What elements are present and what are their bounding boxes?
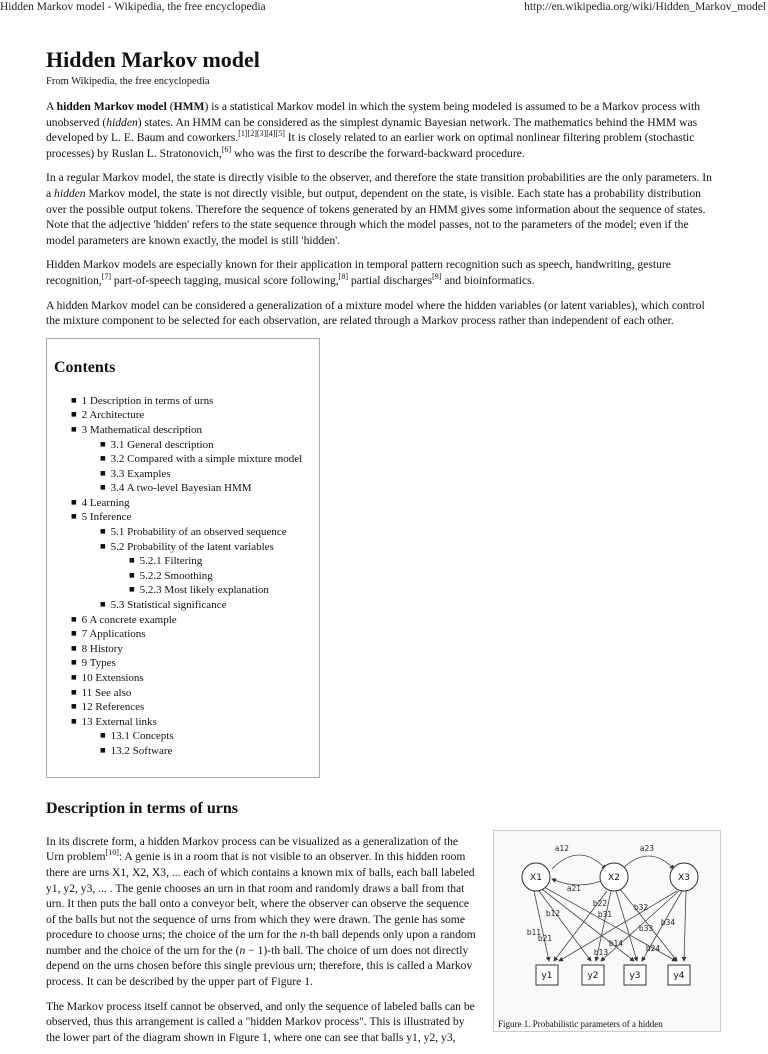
toc-item[interactable]: ■ 4 Learning (71, 496, 302, 511)
toc-item[interactable]: ■ 3.1 General description (100, 438, 302, 453)
edge-a12 (552, 855, 606, 869)
edge-label: a21 (566, 883, 582, 893)
state-label: X1 (530, 872, 542, 883)
toc-item[interactable]: ■ 2 Architecture (71, 408, 302, 423)
toc-list (71, 394, 302, 759)
toc-item[interactable]: ■ 9 Types (71, 656, 302, 671)
article-body (46, 46, 716, 1054)
citation[interactable]: [7] (101, 272, 112, 282)
edge-label: b22 (592, 898, 608, 908)
toc-item[interactable]: ■ 13.1 Concepts (100, 729, 302, 744)
toc-item[interactable]: ■ 13 External links (71, 715, 302, 730)
state-label: X3 (678, 872, 690, 883)
state-label: X2 (608, 872, 620, 883)
edge-label: b21 (537, 933, 553, 943)
edge-label: b11 (526, 927, 542, 937)
toc-item[interactable]: ■ 5.2 Probability of the latent variables (100, 540, 302, 555)
toc-item[interactable]: ■ 5.2.2 Smoothing (129, 569, 302, 584)
page-subtitle: From Wikipedia, the free encyclopedia (46, 76, 210, 87)
toc-item[interactable]: ■ 5 Inference (71, 510, 302, 525)
toc-sublist (100, 729, 302, 758)
obs-label: y2 (587, 970, 599, 981)
intro-paragraph-3: Hidden Markov models are especially known for their application in temporal pattern recognition such as speech, handwriting, gesture recognition,[7] part-of-speech tagging, musical score following,[8] partial discharges[9] and bioinformatics. (46, 258, 671, 287)
citation[interactable]: [8] (338, 272, 348, 282)
toc-item[interactable]: ■ 7 Applications (71, 627, 302, 642)
browser-url[interactable]: http://en.wikipedia.org/wiki/Hidden_Markov_model (524, 1, 766, 13)
toc-item[interactable]: ■ 1 Description in terms of urns (71, 394, 302, 409)
edge-label: b34 (660, 917, 676, 927)
edge-label: b33 (638, 923, 654, 933)
toc-sublist (100, 438, 302, 496)
toc-item[interactable]: ■ 5.2.3 Most likely explanation (129, 583, 302, 598)
toc-item[interactable]: ■ 12 References (71, 700, 302, 715)
toc-title: Contents (54, 358, 116, 376)
obs-label: y1 (541, 970, 553, 981)
edge-label: b14 (608, 938, 624, 948)
intro-paragraph-2: In a regular Markov model, the state is directly visible to the observer, and therefore the state transition probabilities are the only parameters. In a hidden Markov model, the state is not directly visible, but output, dependent on the state, is visible. Each state has a probability distribution over the possible output tokens. Therefore the sequence of tokens generated by an HMM gives some information about the sequence of states. Note that the adjective 'hidden' refers to the state sequence through which the model passes, not to the parameters of the model; even if the model parameters are known exactly, the model is still 'hidden'. (46, 171, 712, 247)
toc-item[interactable]: ■ 5.3 Statistical significance (100, 598, 302, 613)
intro-section (46, 99, 716, 329)
edge-label: b31 (597, 909, 613, 919)
urns-paragraph-2: The Markov process itself cannot be observed, and only the sequence of labeled balls can be observed, thus this arrangement is called a "hidden Markov process". This is illustrated by the lower part of the diagram shown in Figure 1, where one can see that balls y1, y2, y3, (46, 999, 475, 1044)
toc-item[interactable]: ■ 3.2 Compared with a simple mixture model (100, 452, 302, 467)
edge-label: a12 (554, 843, 570, 853)
edge-label: b13 (593, 947, 609, 957)
toc-item[interactable]: ■ 8 History (71, 642, 302, 657)
toc-item[interactable]: ■ 13.2 Software (100, 744, 302, 759)
toc-sublist (100, 525, 302, 613)
intro-paragraph-4: A hidden Markov model can be considered a generalization of a mixture model where the hidden variables (or latent variables), which control the mixture component to be selected for each observation, are related through a Markov process rather than independent of each other. (46, 298, 705, 328)
toc-item[interactable]: ■ 3.3 Examples (100, 467, 302, 482)
toc-item[interactable]: ■ 3 Mathematical description (71, 423, 302, 438)
obs-label: y3 (629, 970, 641, 981)
table-of-contents (46, 338, 320, 778)
toc-item[interactable]: ■ 10 Extensions (71, 671, 302, 686)
edge-label: b24 (645, 943, 661, 953)
urns-paragraph-1: In its discrete form, a hidden Markov process can be visualized as a generalization of the Urn problem[10]: A genie is in a room that is not visible to an observer. In this hidden room there are urns X1, X2, X3, ... each of which contains a known mix of balls, each ball labeled y1, y2, y3, ... . The genie chooses an urn in that room and randomly draws a ball from that urn. It then puts the ball onto a conveyor belt, where the observer can observe the sequence of the balls but not the sequence of urns from which they were drawn. The genie has some procedure to choose urns; the choice of the urn for the n-th ball depends only upon a random number and the choice of the urn for the (n − 1)-th ball. The choice of urn does not directly depend on the urns chosen before this single previous urn; therefore, this is called a Markov process. It can be described by the upper part of Figure 1. (46, 834, 476, 989)
figure-caption: Figure 1. Probabilistic parameters of a hidden (498, 1018, 663, 1029)
citation[interactable]: [6] (221, 144, 232, 154)
toc-item[interactable]: ■ 5.2.1 Filtering (129, 554, 302, 569)
toc-item[interactable]: ■ 6 A concrete example (71, 613, 302, 628)
intro-paragraph-1: A hidden Markov model (HMM) is a statistical Markov model in which the system being modeled is assumed to be a Markov process with unobserved (hidden) states. An HMM can be considered as the simplest dynamic Bayesian network. The mathematics behind the HMM was developed by L. E. Baum and coworkers.[1][2][3][4][5] It is closely related to an earlier work on optimal nonlinear filtering problem (stochastic processes) by Ruslan L. Stratonovich,[6] who was the first to describe the forward-backward procedure. (46, 100, 701, 160)
citation[interactable]: [10] (105, 848, 119, 858)
urns-section (46, 834, 716, 1046)
toc-item[interactable]: ■ 5.1 Probability of an observed sequence (100, 525, 302, 540)
obs-label: y4 (673, 970, 685, 981)
edge-label: a23 (639, 843, 655, 853)
toc-item[interactable]: ■ 11 See also (71, 686, 302, 701)
browser-page-title: Hidden Markov model - Wikipedia, the free encyclopedia (0, 1, 266, 13)
page-title: Hidden Markov model (46, 47, 260, 72)
hmm-diagram (494, 831, 720, 1017)
citation[interactable]: [9] (432, 272, 442, 282)
citation[interactable]: [1][2][3][4][5] (238, 129, 285, 139)
toc-sublist (129, 554, 302, 598)
edge-label: b32 (633, 902, 649, 912)
edge-a23 (622, 856, 674, 869)
section-heading-urns: Description in terms of urns (46, 799, 238, 817)
toc-item[interactable]: ■ 3.4 A two-level Bayesian HMM (100, 481, 302, 496)
edge-label: b12 (545, 908, 561, 918)
figure-1 (493, 830, 721, 1032)
